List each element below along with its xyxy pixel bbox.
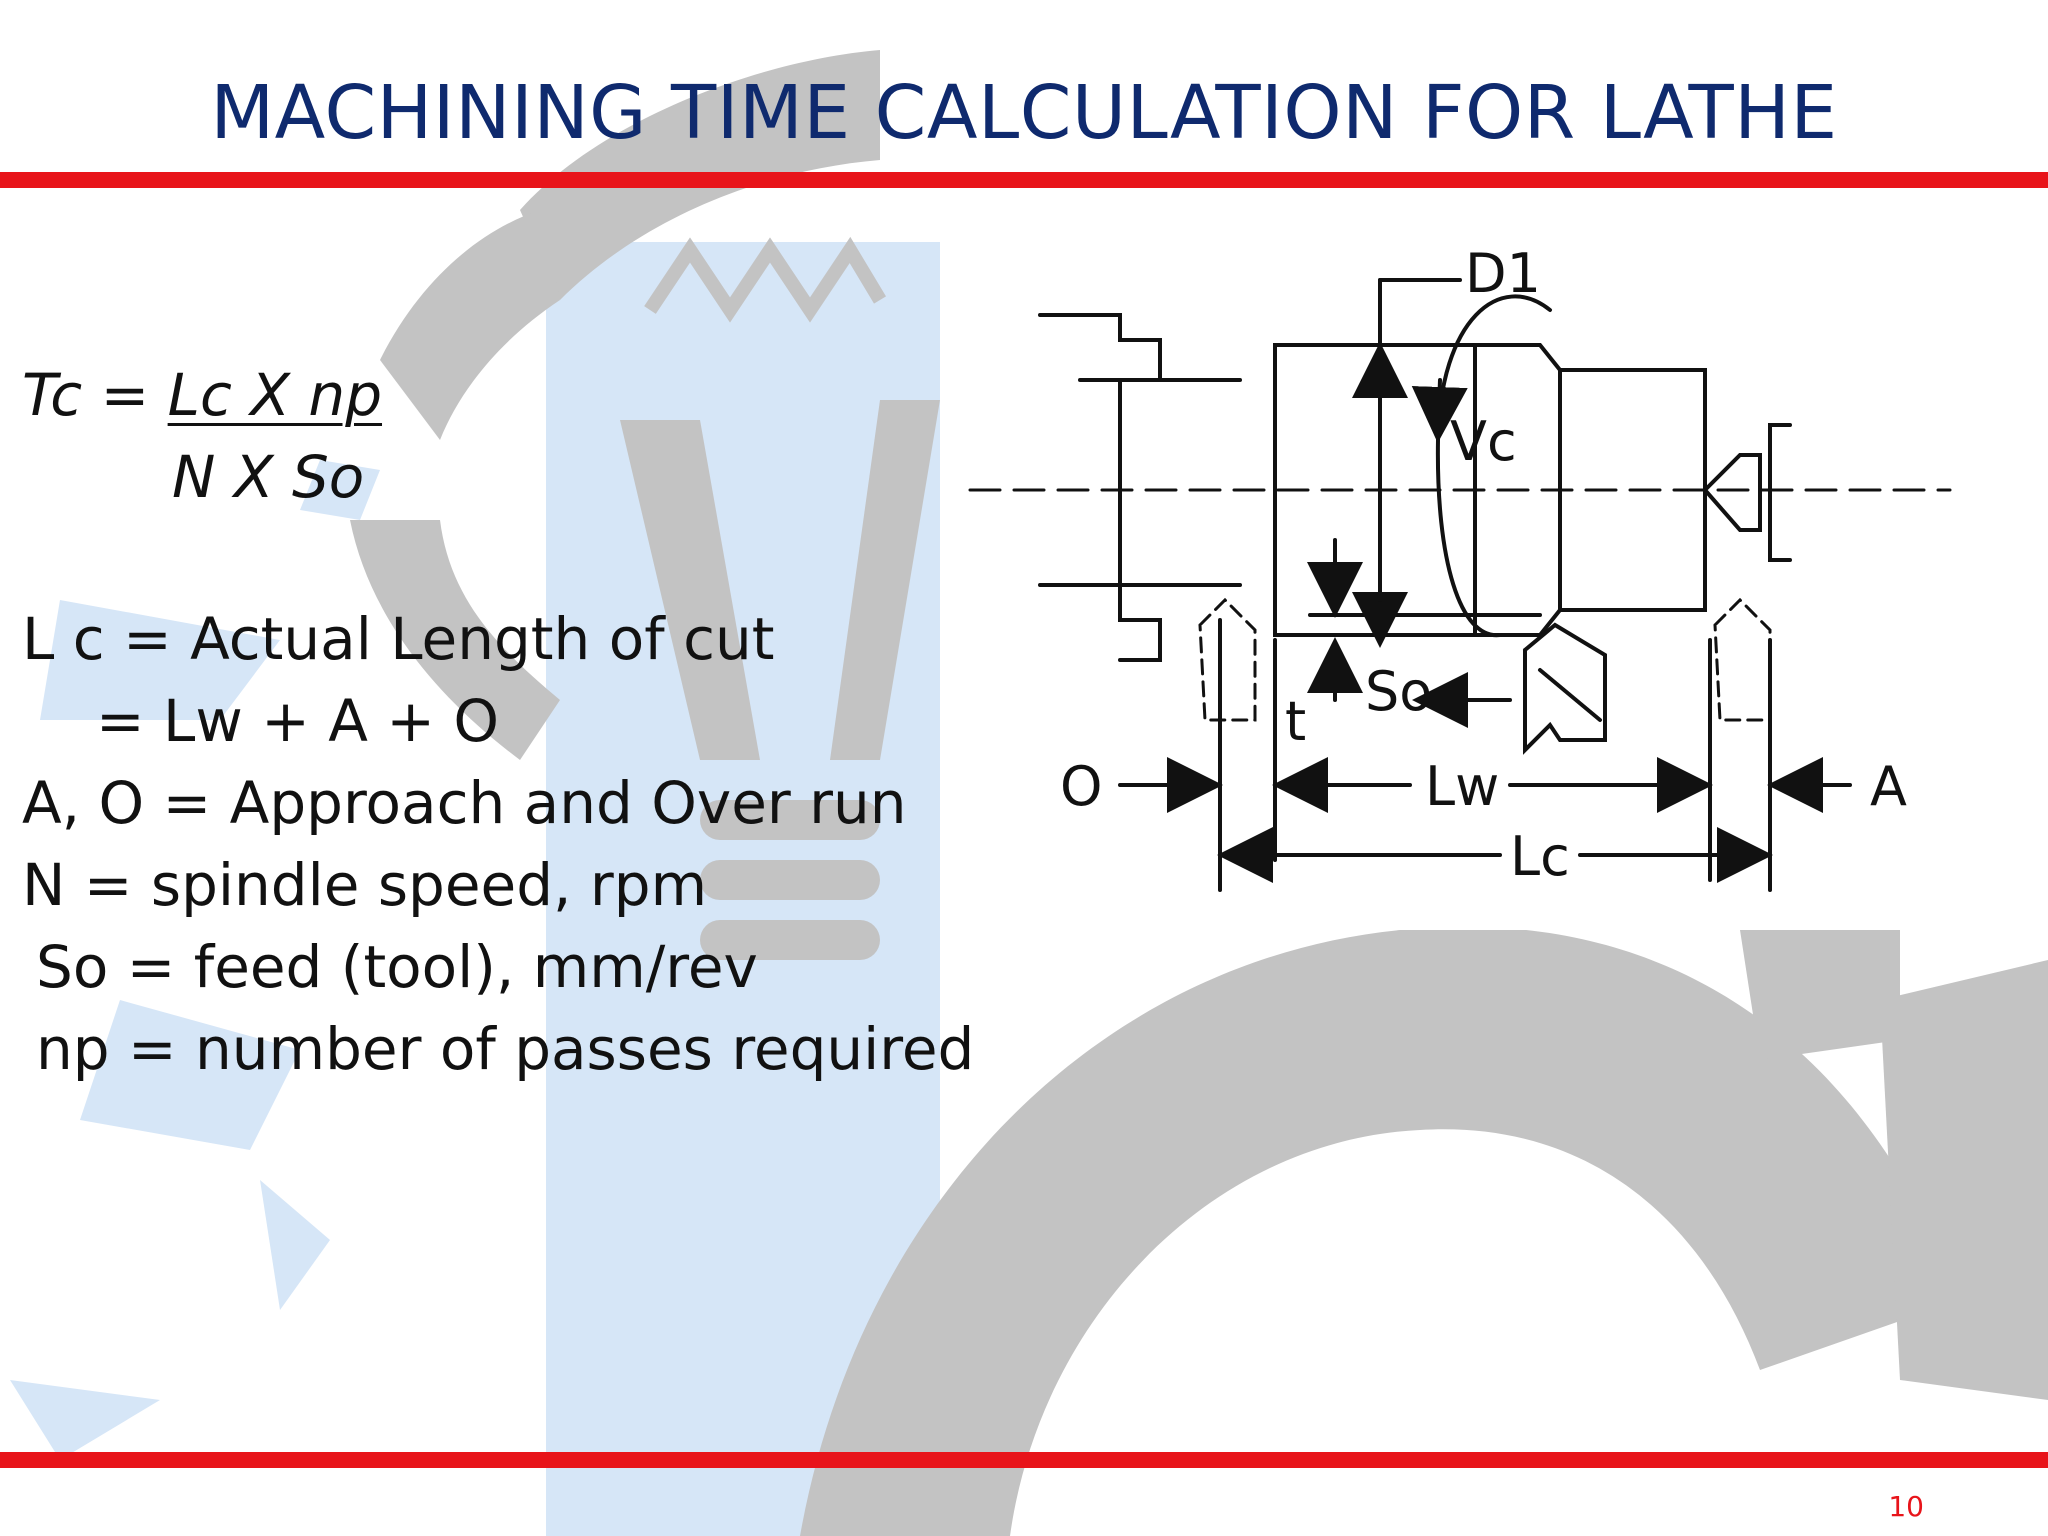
label-o: O	[1060, 755, 1103, 818]
label-d1: D1	[1465, 242, 1541, 305]
definition-lc: L c = Actual Length of cut	[22, 605, 775, 673]
definition-lc-sum: = Lw + A + O	[96, 687, 500, 755]
lathe-turning-diagram	[940, 240, 1960, 930]
formula-denominator: N X So	[172, 443, 365, 511]
definition-spindle-speed: N = spindle speed, rpm	[22, 851, 708, 919]
formula-numerator-line	[22, 360, 382, 430]
formula-lhs: Tc =	[22, 361, 168, 429]
label-t: t	[1285, 690, 1307, 753]
label-a: A	[1870, 755, 1907, 818]
title-divider	[0, 172, 2048, 188]
definition-feed: So = feed (tool), mm/rev	[36, 933, 758, 1001]
formula-numerator: Lc X np	[167, 361, 383, 429]
definition-passes: np = number of passes required	[36, 1015, 975, 1083]
definition-approach-overrun: A, O = Approach and Over run	[22, 769, 907, 837]
slide-title: MACHINING TIME CALCULATION FOR LATHE	[210, 70, 1838, 156]
footer-divider	[0, 1452, 2048, 1468]
page-number: 10	[1888, 1490, 1924, 1523]
label-lc: Lc	[1510, 825, 1570, 888]
label-lw: Lw	[1425, 755, 1500, 818]
label-so: So	[1365, 660, 1433, 723]
label-vc: Vc	[1450, 410, 1517, 473]
